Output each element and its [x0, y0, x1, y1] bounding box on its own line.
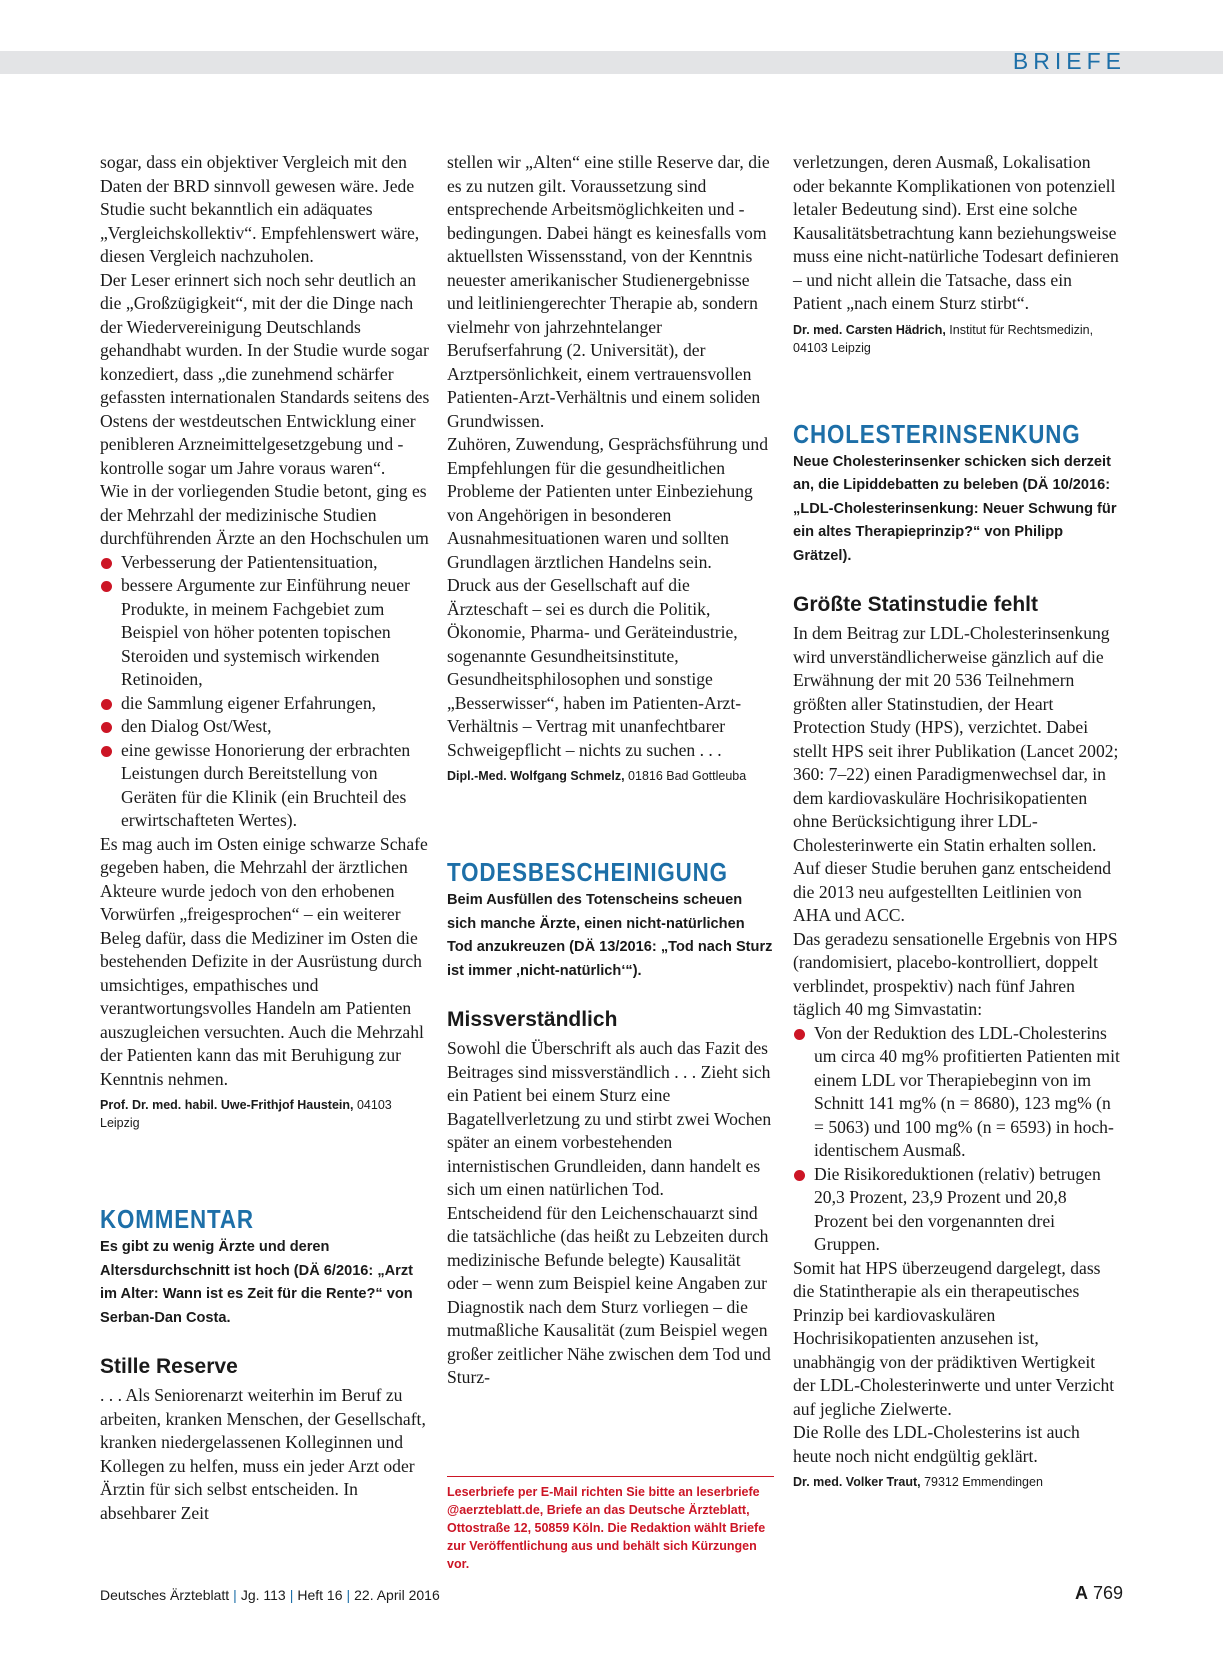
lead-text: Neue Cholesterinsenker schicken sich derzeit an, die Lipiddebatten zu beleben (DÄ 10/2016: „LDL-Cholesterinsenkung: Neuer Schwung für ein altes Therapieprinzip?“ von Philipp Grätzel).: [793, 453, 1117, 564]
paragraph: Sowohl die Überschrift als auch das Fazit des Beitrages sind missverständlich . . . Zieht sich ein Patient bei einem Sturz eine Bagatellverletzung zu und stirbt zwei Wochen später an einem vorbestehenden internistischen Grundleiden, dann handelt es sich um einen natürlichen Tod.: [447, 1038, 772, 1199]
paragraph: Somit hat HPS überzeugend dargelegt, dass die Statintherapie als ein therapeutisches Prinzip bei kardiovaskulären Hochrisikopatienten anzusehen ist, unabhängig von der prädiktiven Wertigkeit der LDL-Cholesterinwerte und unter Verzicht auf jegliche Zielwerte.: [793, 1257, 1115, 1419]
author-signature: Dipl.-Med. Wolfgang Schmelz, 01816 Bad Gottleuba: [447, 769, 747, 783]
lead-text: Beim Ausfüllen des Totenscheins scheuen sich manche Ärzte, einen nicht-natürlichen Tod anzukreuzen (DÄ 13/2016: „Tod nach Sturz ist immer ‚nicht-natürlich‘“).: [447, 892, 773, 979]
paragraph: stellen wir „Alten“ eine stille Reserve dar, die es zu nutzen gilt. Voraussetzung sind entsprechende Arbeitsmöglichkeiten und -bedingungen. Dabei hängt es keinesfalls vom aktuellsten Wissensstand, von der Kenntnis neuester amerikanischer Studienergebnisse und leitliniengerechter Therapie ab, sondern vielmehr von jahrzehntelanger Berufserfahrung (2. Universität), der Arztpersönlichkeit, einem vertrauensvollen Patienten-Arzt-Verhältnis und einem soliden Grundwissen.: [447, 152, 770, 431]
paragraph: Das geradezu sensationelle Ergebnis von HPS (randomisiert, placebo-kontrolliert, doppelt verblindet, prospektiv) nach fünf Jahren täglich 40 mg Simvastatin:: [793, 928, 1118, 1019]
bullet-icon: [794, 1170, 805, 1181]
paragraph: Entscheidend für den Leichenschauarzt sind die tatsächliche (das heißt zu Lebzeiten durch medizinische Befunde belegte) Kausalität oder – wenn zum Beispiel keine Angaben zur Diagnostik nach dem Sturz vorliegen – die mutmaßliche Kausalität (zum Beispiel wegen großer zeitlicher Nähe zwischen dem Tod und Sturz-: [447, 1202, 771, 1387]
article-headline: Stille Reserve: [100, 1355, 238, 1378]
author-signature: Prof. Dr. med. habil. Uwe-Frithjof Haustein, 04103 Leipzig: [100, 1098, 392, 1130]
page-number: A 769: [1074, 1583, 1123, 1603]
paragraph: Druck aus der Gesellschaft auf die Ärzteschaft – sei es durch die Politik, Ökonomie, Pharma- und Geräteindustrie, sogenannte Gesundheitsinstitute, Gesundheitsphilosophen und sonstige „Besserwisser“, haben im Patienten-Arzt-Verhältnis – Vertrag mit unanfechtbarer Schweigepflicht – nichts zu suchen . . .: [447, 575, 742, 760]
bullet-list: [793, 1022, 1120, 1257]
bullet-icon: [101, 722, 112, 733]
category-heading: CHOLESTERINSENKUNG: [793, 418, 1081, 449]
paragraph: . . . Als Seniorenarzt weiterhin im Beruf zu arbeiten, kranken Menschen, der Gesellschaft, kranken niedergelassenen Kolleginnen und Kollegen zu helfen, muss ein jeder Arzt oder Ärztin für sich selbst entscheiden. In absehbarer Zeit: [100, 1385, 426, 1523]
paragraph: Der Leser erinnert sich noch sehr deutlich an die „Großzügigkeit“, mit der die Dinge nach der Wiedervereinigung Deutschlands gehandhabt wurden. In der Studie wurde sogar konzediert, dass „die zunehmend schärfer gefassten internationalen Standards seitens des Ostens der westdeutschen Entwicklung einer penibleren Arzneimittelgesetzgebung und -kontrolle sogar um Jahre voraus waren“.: [100, 269, 430, 478]
paragraph: verletzungen, deren Ausmaß, Lokalisation oder bekannte Komplikationen von potenziell letaler Bedeutung sind). Erst eine solche Kausalitätsbetrachtung kann beziehungsweise muss eine nicht-natürliche Todesart definieren – und nicht allein die Tatsache, dass ein Patient „nach einem Sturz stirbt“.: [793, 152, 1119, 313]
author-signature: Dr. med. Carsten Hädrich, Institut für Rechtsmedizin, 04103 Leipzig: [793, 322, 1094, 355]
column-3: [793, 151, 1120, 1491]
list-item: den Dialog Ost/West,: [100, 715, 430, 739]
list-item: Verbesserung der Patientensituation,: [100, 551, 430, 575]
list-item: Die Risikoreduktionen (relativ) betrugen 20,3 Prozent, 23,9 Prozent und 20,8 Prozent bei den vorgenannten drei Gruppen.: [793, 1163, 1120, 1257]
lead-text: Es gibt zu wenig Ärzte und deren Altersdurchschnitt ist hoch (DÄ 6/2016: „Arzt im Alter: Wann ist es Zeit für die Rente?“ von Serban-Dan Costa.: [100, 1239, 414, 1326]
paragraph: Wie in der vorliegenden Studie betont, ging es der Mehrzahl der medizinische Studien durchführenden Ärzte an den Hochschulen um: [100, 481, 429, 548]
paragraph: Die Rolle des LDL-Cholesterins ist auch heute noch nicht endgültig geklärt.: [793, 1422, 1080, 1466]
article-headline: Missverständlich: [447, 1008, 618, 1031]
bullet-icon: [101, 746, 112, 757]
section-label: BRIEFE: [1012, 48, 1126, 74]
paragraph: sogar, dass ein objektiver Vergleich mit den Daten der BRD sinnvoll gewesen wäre. Jede Studie sucht bekanntlich ein adäquates „Vergleichskollektiv“. Empfehlenswert wäre, diesen Vergleich nachzuholen.: [100, 152, 420, 266]
paragraph: Es mag auch im Osten einige schwarze Schafe gegeben haben, die Mehrzahl der ärztlichen Akteure wurde jedoch von den erhobenen Vorwürfen „freigesprochen“ – ein weiterer Beleg dafür, dass die Mediziner im Osten die bestehenden Defizite in der Ausrüstung durch umsichtiges, empathisches und verantwortungsvolles Handeln am Patienten auszugleichen versuchten. Auch die Mehrzahl der Patienten kann das mit Beruhigung zur Kenntnis nehmen.: [100, 833, 428, 1089]
category-heading: TODESBESCHEINIGUNG: [447, 857, 728, 887]
separator: |: [233, 1587, 237, 1603]
footer-citation: [100, 1587, 440, 1603]
article-headline: Größte Statinstudie fehlt: [793, 593, 1039, 616]
column-1: [100, 151, 430, 1525]
list-item: bessere Argumente zur Einführung neuer Produkte, in meinem Fachgebiet zum Beispiel von höher potenten topischen Steroiden und systemisch wirkenden Retinoiden,: [100, 574, 430, 692]
category-heading: KOMMENTAR: [100, 1204, 254, 1234]
separator: |: [346, 1587, 351, 1603]
list-item: eine gewisse Honorierung der erbrachten Leistungen durch Bereitstellung von Geräten für die Klinik (ein Bruchteil des erwirtschafteten Wertes).: [100, 739, 430, 833]
volume: Jg. 113: [240, 1587, 286, 1603]
list-item: die Sammlung eigener Erfahrungen,: [100, 692, 430, 716]
editorial-note: Leserbriefe per E-Mail richten Sie bitte an leserbriefe @aerzteblatt.de, Briefe an das Deutsche Ärzteblatt, Ottostraße 12, 50859 Köln. Die Redaktion wählt Briefe zur Veröffentlichung aus und behält sich Kürzungen vor.: [447, 1476, 774, 1573]
bullet-list: [100, 551, 430, 833]
author-signature: Dr. med. Volker Traut, 79312 Emmendingen: [793, 1475, 1043, 1489]
list-item: Von der Reduktion des LDL-Cholesterins um circa 40 mg% profitierten Patienten mit einem LDL vor Therapiebeginn von im Schnitt 141 mg% (n = 8680), 123 mg% (n = 5063) und 100 mg% (n = 6593) in hoch-identischem Ausmaß.: [793, 1022, 1120, 1163]
column-2: [447, 151, 774, 1390]
paragraph: In dem Beitrag zur LDL-Cholesterinsenkung wird unverständlicherweise gänzlich auf die Erwähnung der mit 20 536 Teilnehmern größten aller Statinstudien, der Heart Protection Study (HPS), verzichtet. Dabei stellt HPS seit ihrer Publikation (Lancet 2002; 360: 7–22) einen Paradigmenwechsel dar, in dem kardiovaskuläre Hochrisikopatienten ohne Berücksichtigung ihrer LDL-Cholesterinwerte ein Statin erhalten sollen.: [793, 623, 1119, 855]
separator: |: [289, 1587, 294, 1603]
issue-date: 22. April 2016: [354, 1587, 440, 1603]
paragraph: Auf dieser Studie beruhen ganz entscheidend die 2013 neu aufgestellten Leitlinien von AHA und ACC.: [793, 858, 1112, 925]
journal-name: Deutsches Ärzteblatt: [100, 1587, 230, 1603]
issue: Heft 16: [297, 1587, 343, 1603]
bullet-icon: [101, 699, 112, 710]
bullet-icon: [101, 558, 112, 569]
bullet-icon: [101, 581, 112, 592]
paragraph: Zuhören, Zuwendung, Gesprächsführung und Empfehlungen für die gesundheitlichen Probleme der Patienten unter Einbeziehung von Angehörigen in besonderen Ausnahmesituationen waren und sollten Grundlagen ärztlichen Handelns sein.: [447, 434, 769, 572]
bullet-icon: [794, 1029, 805, 1040]
